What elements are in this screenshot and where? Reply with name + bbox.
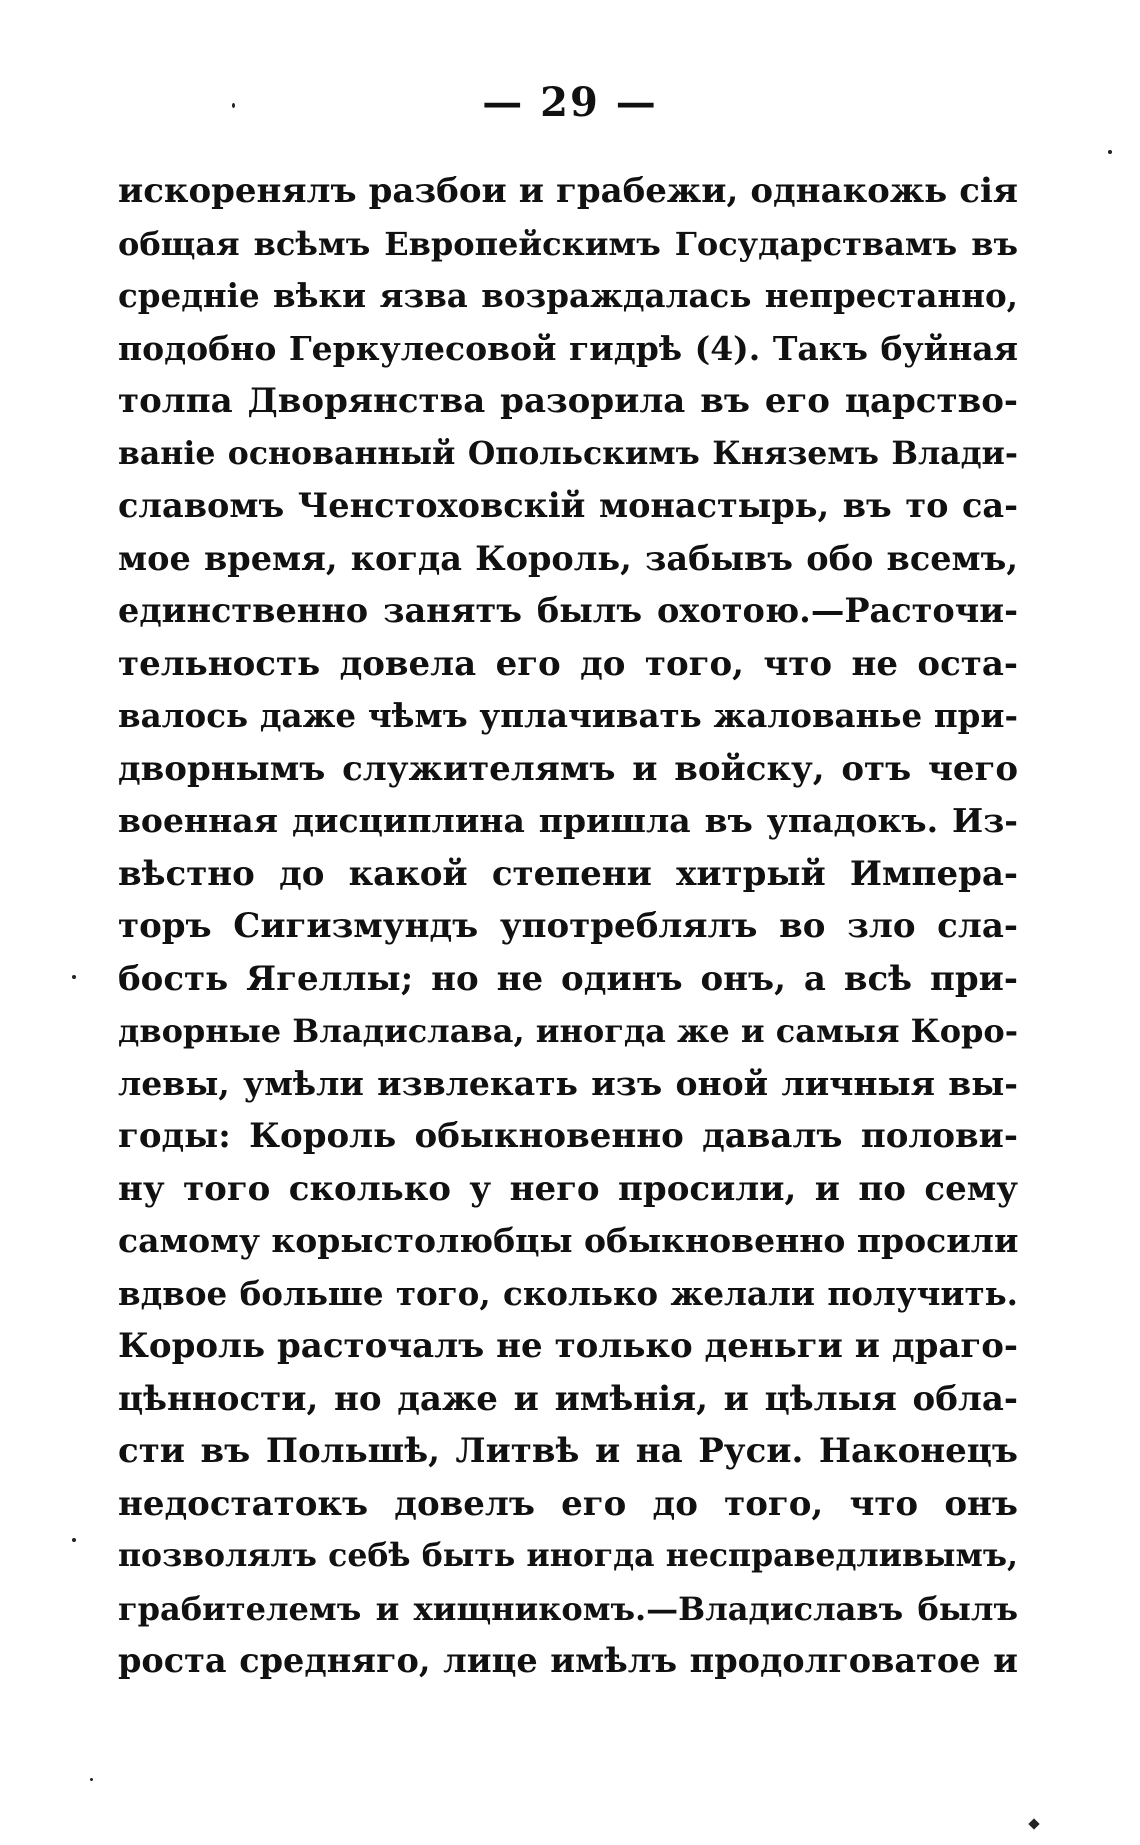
- text-line: ваніе основанный Опольскимъ Княземъ Влади-: [118, 434, 1018, 472]
- text-line: позволялъ себѣ быть иногда несправедливымъ,: [118, 1537, 1018, 1574]
- scan-speck: [72, 1538, 76, 1542]
- text-line: подобно Геркулесовой гидрѣ (4). Такъ буйная: [118, 328, 1018, 368]
- scan-speck: [1028, 1818, 1039, 1829]
- text-line: толпа Дворянства разорила въ его царство-: [118, 381, 1018, 421]
- text-line: ну того сколько у него просили, и по сему: [118, 1168, 1018, 1209]
- text-line: тельность довела его до того, что не оста-: [118, 643, 1018, 684]
- text-line: годы: Король обыкновенно давалъ полови-: [118, 1116, 1018, 1156]
- text-line: искоренялъ разбои и грабежи, однакожь сія: [118, 171, 1018, 211]
- text-line: сти въ Польшѣ, Литвѣ и на Руси. Наконецъ: [118, 1431, 1018, 1471]
- scan-speck: [1108, 150, 1112, 154]
- text-line: Король расточалъ не только деньги и драго-: [118, 1326, 1018, 1366]
- text-line: торъ Сигизмундъ употреблялъ во зло сла-: [118, 906, 1018, 946]
- text-line: роста средняго, лице имѣлъ продолговатое и: [118, 1641, 1018, 1680]
- page-number: — 29 —: [482, 79, 658, 126]
- text-line: вѣстно до какой степени хитрый Импера-: [118, 853, 1018, 894]
- text-line: военная дисциплина пришла въ упадокъ. Из-: [118, 801, 1018, 840]
- text-line: цѣнности, но даже и имѣнія, и цѣлыя обла-: [118, 1378, 1018, 1419]
- scan-speck: [232, 103, 235, 108]
- text-line: дворнымъ служителямъ и войску, отъ чего: [118, 748, 1018, 789]
- text-line: самому корыстолюбцы обыкновенно просили: [118, 1221, 1018, 1260]
- text-line: бость Ягеллы; но не одинъ онъ, а всѣ при-: [118, 958, 1018, 999]
- scan-speck: [90, 1778, 93, 1781]
- text-line: левы, умѣли извлекать изъ оной личныя вы-: [118, 1063, 1018, 1103]
- text-line: единственно занятъ былъ охотою.—Расточи-: [118, 591, 1018, 630]
- text-line: дворные Владислава, иногда же и самыя Коро-: [118, 1012, 1018, 1050]
- text-line: недостатокъ довелъ его до того, что онъ: [118, 1483, 1018, 1524]
- page-text: [118, 165, 1018, 1688]
- text-line: вдвое больше того, сколько желали получить.: [118, 1273, 1018, 1313]
- text-line: мое время, когда Король, забывъ обо всемъ,: [118, 538, 1018, 578]
- text-line: валось даже чѣмъ уплачивать жалованье при-: [118, 696, 1018, 735]
- scan-speck: [72, 975, 76, 979]
- text-line: средніе вѣки язва возраждалась непрестанно,: [118, 276, 1018, 315]
- text-line: грабителемъ и хищникомъ.—Владиславъ былъ: [118, 1589, 1018, 1628]
- text-line: общая всѣмъ Европейскимъ Государствамъ въ: [118, 224, 1018, 263]
- text-line: славомъ Ченстоховскій монастырь, въ то са-: [118, 486, 1018, 525]
